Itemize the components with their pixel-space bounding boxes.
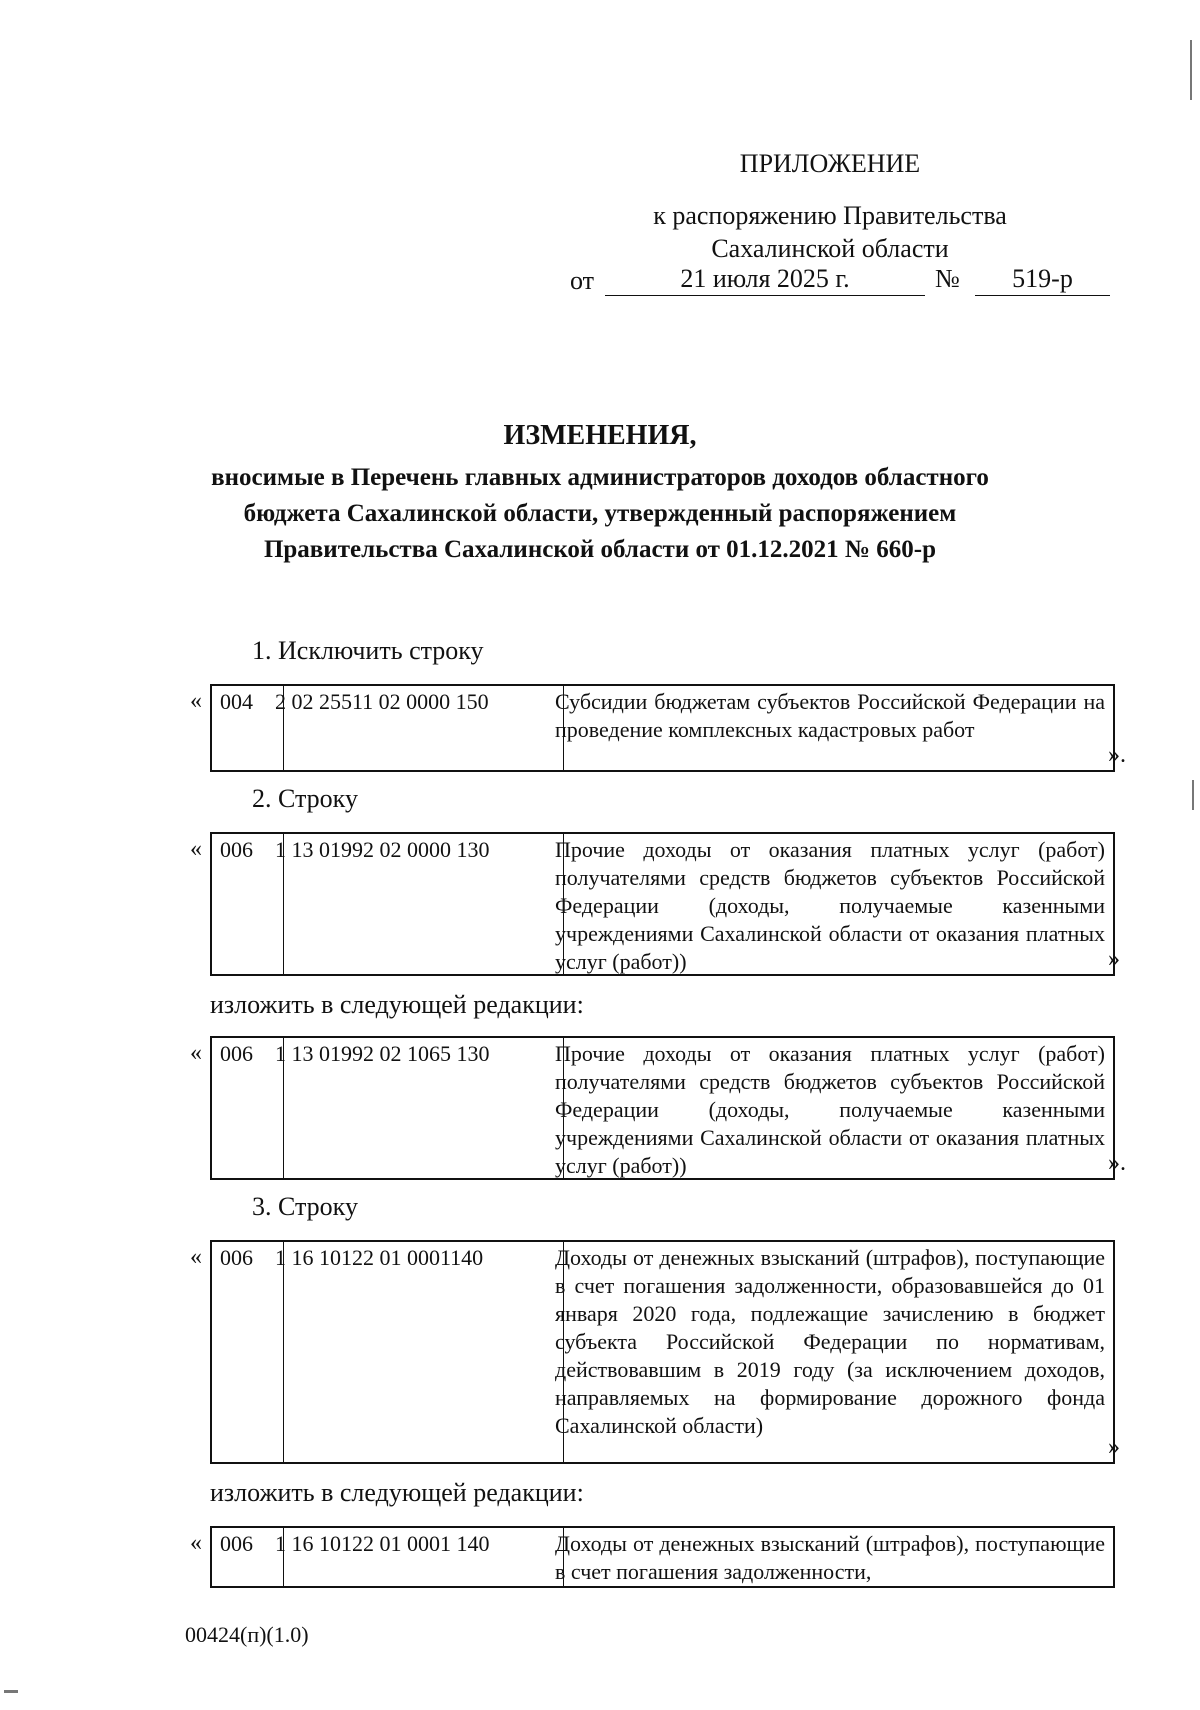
table-new-row	[210, 1036, 1115, 1180]
table-current-row	[210, 832, 1115, 976]
number-label: №	[935, 264, 960, 293]
document-subtitle-2: бюджета Сахалинской области, утвержденный распоряжением	[243, 500, 957, 527]
open-quote: «	[190, 1040, 202, 1066]
document-subtitle-1: вносимые в Перечень главных администраторов доходов областного	[211, 464, 989, 491]
item-3-heading: 3. Строку	[252, 1192, 358, 1221]
admin-code: 006	[212, 1038, 284, 1178]
close-quote: ».	[1108, 1150, 1126, 1176]
admin-code: 006	[212, 1242, 284, 1462]
redaction-label: изложить в следующей редакции:	[210, 1478, 584, 1507]
scan-speck	[1192, 780, 1194, 810]
date-underline	[605, 295, 925, 296]
revenue-code: 1 13 01992 02 1065 130	[267, 1038, 564, 1178]
admin-code: 006	[212, 1528, 284, 1586]
revenue-code: 1 16 10122 01 0001140	[267, 1242, 564, 1462]
number-underline	[975, 295, 1110, 296]
scan-speck	[4, 1690, 18, 1693]
revenue-description: Прочие доходы от оказания платных услуг (работ) получателями средств бюджетов субъектов Российской Федерации (доходы, получаемые казенными учреждениями Сахалинской области от оказания платных услуг (работ))	[555, 1041, 1105, 1178]
from-label: от	[570, 266, 595, 295]
revenue-description: Доходы от денежных взысканий (штрафов), поступающие в счет погашения задолженности,	[555, 1531, 1105, 1584]
revenue-description: Субсидии бюджетам субъектов Российской Федерации на проведение комплексных кадастровых работ	[555, 689, 1105, 742]
table-current-row	[210, 1240, 1115, 1464]
order-number: 519-р	[1012, 264, 1073, 293]
open-quote: «	[190, 836, 202, 862]
document-title: ИЗМЕНЕНИЯ,	[503, 420, 697, 451]
redaction-label: изложить в следующей редакции:	[210, 990, 584, 1019]
order-date: 21 июля 2025 г.	[680, 264, 850, 293]
revenue-code: 1 16 10122 01 0001 140	[267, 1528, 564, 1586]
open-quote: «	[190, 1530, 202, 1556]
appendix-line-1: к распоряжению Правительства	[653, 201, 1007, 230]
admin-code: 004	[212, 686, 284, 770]
table-excluded-row	[210, 684, 1115, 772]
open-quote: «	[190, 1244, 202, 1270]
item-1-heading: 1. Исключить строку	[252, 636, 484, 665]
revenue-code: 2 02 25511 02 0000 150	[267, 686, 564, 770]
admin-code: 006	[212, 834, 284, 974]
open-quote: «	[190, 688, 202, 714]
revenue-description: Доходы от денежных взысканий (штрафов), поступающие в счет погашения задолженности, образовавшейся до 01 января 2020 года, подлежащие зачислению в бюджет субъекта Российской Федерации по нормативам, действовавшим в 2019 году (за исключением доходов, направляемых на формирование дорожного фонда Сахалинской области)	[555, 1245, 1105, 1438]
appendix-line-2: Сахалинской области	[711, 234, 949, 263]
close-quote: »	[1108, 1434, 1120, 1460]
revenue-code: 1 13 01992 02 0000 130	[267, 834, 564, 974]
item-2-heading: 2. Строку	[252, 784, 358, 813]
footer-form-code: 00424(п)(1.0)	[185, 1622, 309, 1647]
appendix-label: ПРИЛОЖЕНИЕ	[739, 149, 921, 178]
revenue-description: Прочие доходы от оказания платных услуг (работ) получателями средств бюджетов субъектов Российской Федерации (доходы, получаемые казенными учреждениями Сахалинской области от оказания платных услуг (работ))	[555, 837, 1105, 974]
scan-speck	[1190, 40, 1192, 100]
close-quote: ».	[1108, 742, 1126, 768]
document-subtitle-3: Правительства Сахалинской области от 01.12.2021 № 660-р	[263, 536, 937, 563]
table-new-row	[210, 1526, 1115, 1588]
close-quote: »	[1108, 946, 1120, 972]
